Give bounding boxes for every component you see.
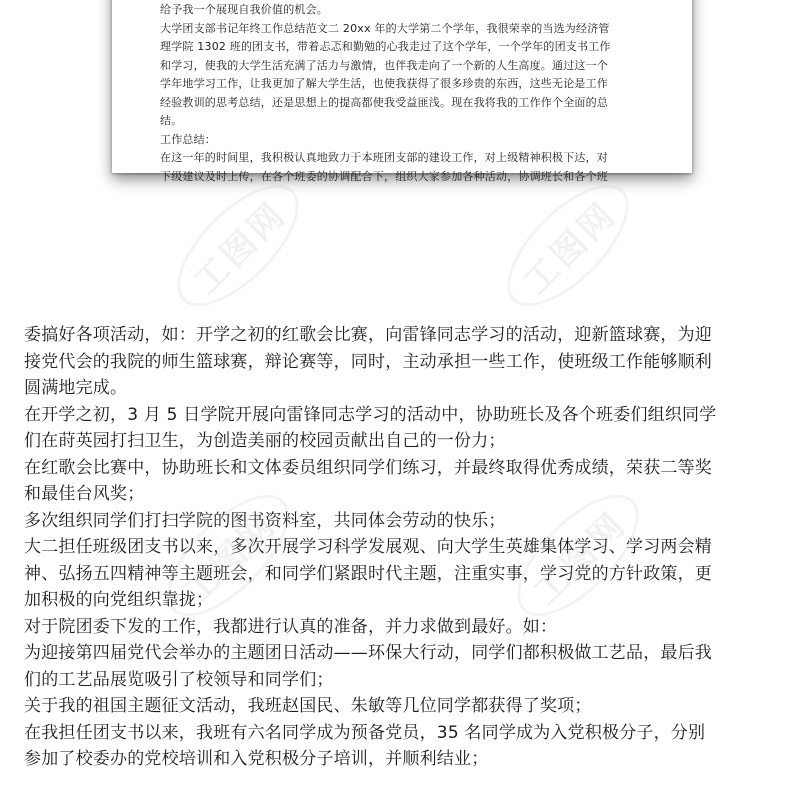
preview-text-block [160, 1, 680, 186]
document-preview-area [0, 0, 800, 303]
article-text-line: 关于我的祖国主题征文活动，我班赵国民、朱敏等几位同学都获得了奖项； [24, 696, 592, 716]
preview-text-line: 经验教训的思考总结，还是思想上的提高都使我受益匪浅。现在我将我的工作作个全面的总 [160, 95, 608, 109]
article-text-line: 对于院团委下发的工作，我都进行认真的准备，并力求做到最好。如： [24, 616, 558, 637]
preview-text-line: 给予我一个展现自我价值的机会。 [160, 3, 328, 16]
article-text-line: 在红歌会比赛中，协助班长和文体委员组织同学们练习，并最终取得优秀成绩，荣获二等奖 [24, 457, 712, 478]
article-text-line: 为迎接第四届党代会举办的主题团日活动——环保大行动，同学们都积极做工艺品，最后我 [24, 643, 712, 663]
article-text-line: 们的工艺品展览吸引了校领导和同学们； [24, 669, 334, 690]
preview-text-line: 理学院 1302 班的团支书，带着忐忑和勤勉的心我走过了这个学年，一个学年的团支书工作 [160, 40, 611, 53]
article-text-line: 们在莳英园打扫卫生，为创造美丽的校园贡献出自己的一份力； [24, 431, 506, 451]
preview-text-line: 在这一年的时间里，我积极认真地致力于本班团支部的建设工作，对上级精神积极下达，对 [160, 151, 608, 164]
preview-text-line: 大学团支部书记年终工作总结范文二 20xx 年的大学第二个学年，我很荣幸的当选为经济管 [160, 21, 610, 35]
watermark-logo: 工图网 [498, 475, 659, 636]
document-page-thumbnail [112, 0, 692, 183]
watermark-logo: 工图网 [148, 475, 309, 636]
preview-text-line: 结。 [160, 114, 183, 127]
article-text-line: 在我担任团支书以来，我班有六名同学成为预备党员，35 名同学成为入党积极分子，分别 [24, 722, 706, 743]
article-text-line: 委搞好各项活动，如：开学之初的红歌会比赛，向雷锋同志学习的活动，迎新篮球赛，为迎 [24, 325, 712, 345]
article-text-line: 参加了校委办的党校培训和入党积极分子培训，并顺利结业； [24, 749, 489, 769]
article-text-line: 在开学之初，3 月 5 日学院开展向雷锋同志学习的活动中，协助班长及各个班委们组织同学 [24, 404, 717, 425]
preview-text-line: 和学习，使我的大学生活充满了活力与激情，也伴我走向了一个新的人生高度。通过这一个 [160, 58, 608, 72]
article-text-line: 圆满地完成。 [24, 378, 128, 398]
preview-text-line: 工作总结： [160, 132, 216, 146]
preview-text-line: 学年地学习工作，让我更加了解大学生活，也使我获得了很多珍贵的东西，这些无论是工作 [160, 77, 608, 90]
watermark-logo: 工图网 [488, 165, 649, 326]
article-text-line: 接党代会的我院的师生篮球赛，辩论赛等，同时，主动承担一些工作，使班级工作能够顺利 [24, 351, 712, 372]
watermark-logo: 工图网 [158, 165, 319, 326]
article-body [24, 322, 784, 773]
article-text-line: 加积极的向党组织靠拢； [24, 590, 214, 610]
article-text-line: 多次组织同学们打扫学院的图书资料室，共同体会劳动的快乐； [24, 510, 506, 531]
preview-text-line: 下级建议及时上传，在各个班委的协调配合下，组织大家参加各种活动，协调班长和各个班 [160, 169, 608, 183]
article-text-line: 神、弘扬五四精神等主题班会，和同学们紧跟时代主题，注重实事，学习党的方针政策，更 [24, 563, 712, 584]
article-text-line: 和最佳台风奖； [24, 484, 145, 504]
article-text-line: 大二担任班级团支书以来，多次开展学习科学发展观、向大学生英雄集体学习、学习两会精 [24, 537, 712, 557]
